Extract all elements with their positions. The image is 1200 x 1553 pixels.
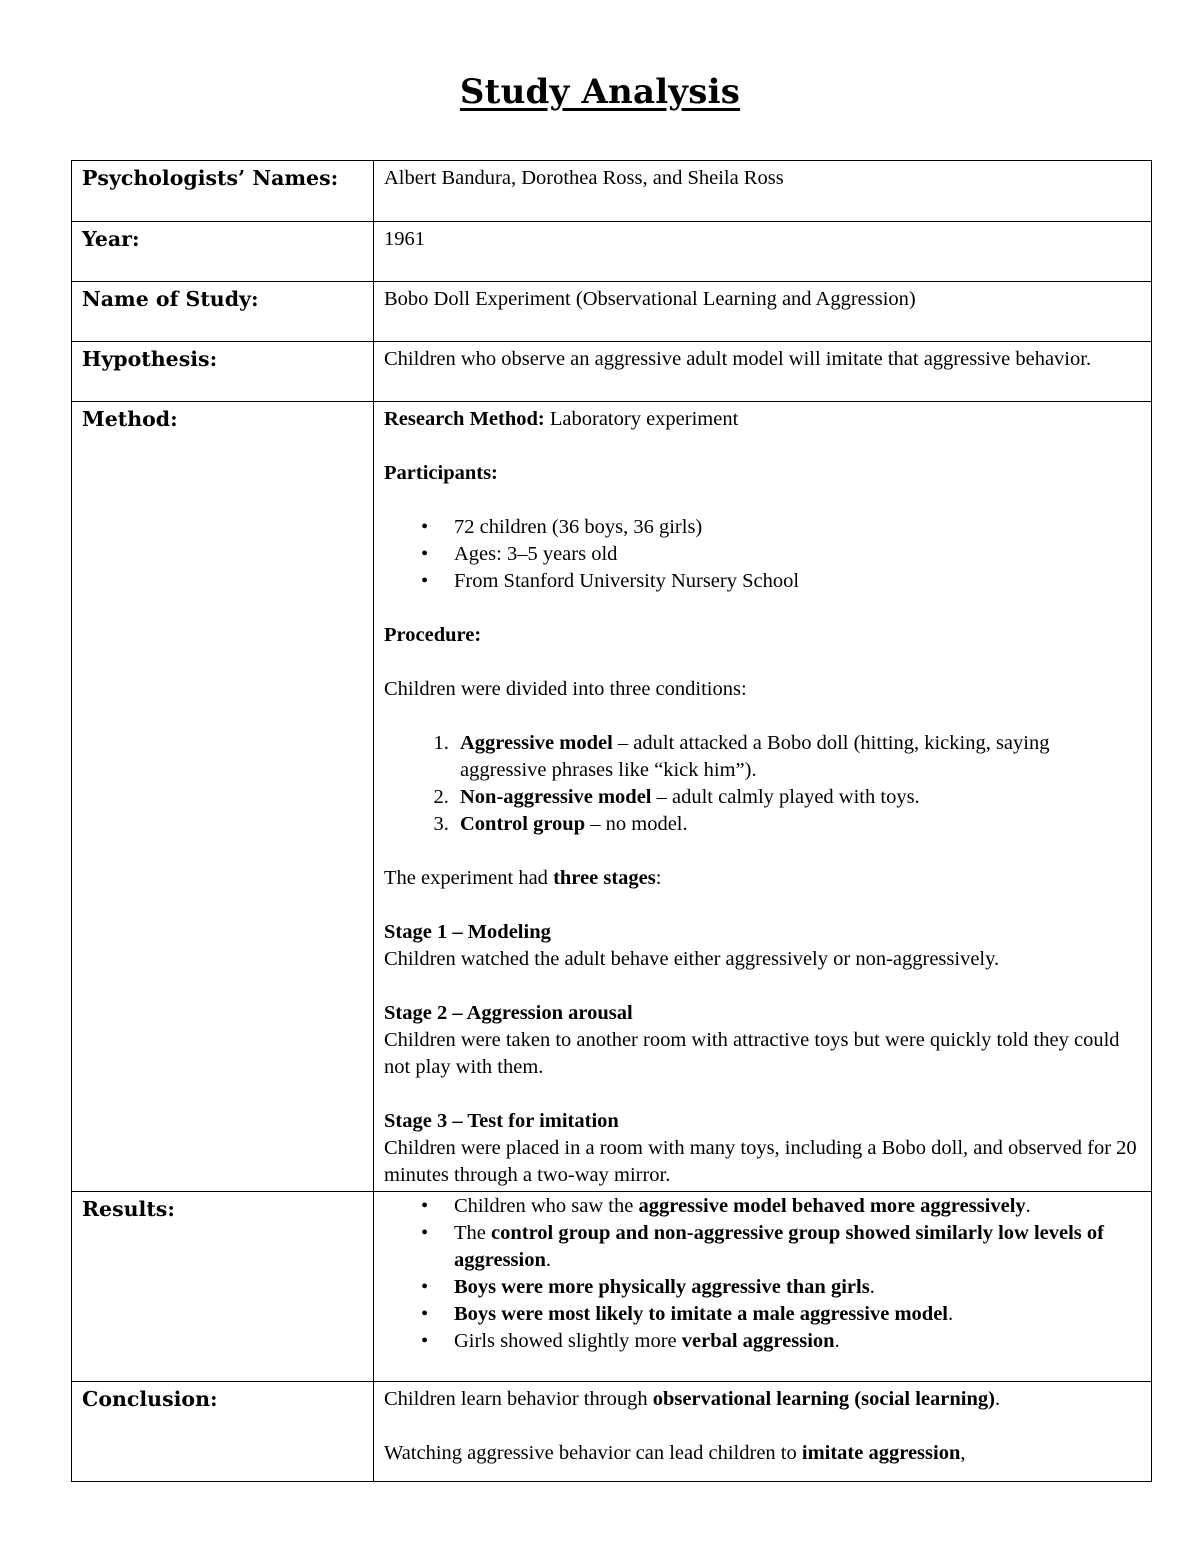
hypothesis-value: Children who observe an aggressive adult model will imitate that aggressive behavior. [374, 342, 1152, 402]
participants-heading: Participants: [384, 462, 498, 484]
results-label: Results: [72, 1192, 374, 1382]
participants-list [384, 514, 1141, 595]
conclusion-label: Conclusion: [72, 1382, 374, 1482]
year-label: Year: [72, 222, 374, 282]
stage-2-title: Stage 2 – Aggression arousal [384, 1002, 633, 1024]
list-item: 1. Aggressive model – adult attacked a Bobo doll (hitting, kicking, saying aggressive phrases like “kick him”). [454, 730, 1141, 784]
study-name-label: Name of Study: [72, 282, 374, 342]
psychologists-value: Albert Bandura, Dorothea Ross, and Sheila Ross [374, 161, 1152, 222]
conditions-list [384, 730, 1141, 838]
stage-2-text: Children were taken to another room with attractive toys but were quickly told they could not play with them. [384, 1029, 1120, 1078]
stage-3-title: Stage 3 – Test for imitation [384, 1110, 619, 1132]
list-item: 2. Non-aggressive model – adult calmly played with toys. [454, 784, 1141, 811]
row-year [72, 222, 1152, 282]
list-item: • 72 children (36 boys, 36 girls) [454, 514, 1141, 541]
conclusion-paragraph-1: Children learn behavior through observational learning (social learning). [384, 1388, 1001, 1410]
list-item: • Boys were most likely to imitate a male aggressive model. [454, 1301, 1141, 1328]
procedure-heading: Procedure: [384, 624, 482, 646]
hypothesis-label: Hypothesis: [72, 342, 374, 402]
conclusion-content [374, 1382, 1152, 1482]
research-method-line: Research Method: Laboratory experiment [384, 408, 739, 430]
list-item: • Girls showed slightly more verbal aggression. [454, 1328, 1141, 1355]
row-method [72, 402, 1152, 1192]
stage-1-title: Stage 1 – Modeling [384, 921, 551, 943]
study-name-value: Bobo Doll Experiment (Observational Learning and Aggression) [374, 282, 1152, 342]
list-item: • Boys were more physically aggressive than girls. [454, 1274, 1141, 1301]
method-content [374, 402, 1152, 1192]
stages-intro: The experiment had three stages: [384, 867, 662, 889]
list-item: • The control group and non-aggressive group showed similarly low levels of aggression. [454, 1220, 1141, 1274]
stage-1-text: Children watched the adult behave either aggressively or non-aggressively. [384, 948, 1000, 970]
document-title: Study Analysis [459, 72, 741, 112]
row-psychologists [72, 161, 1152, 222]
conclusion-paragraph-2: Watching aggressive behavior can lead children to imitate aggression, [384, 1442, 966, 1464]
row-hypothesis [72, 342, 1152, 402]
method-label: Method: [72, 402, 374, 1192]
list-item: 3. Control group – no model. [454, 811, 1141, 838]
row-results [72, 1192, 1152, 1382]
list-item: • Children who saw the aggressive model behaved more aggressively. [454, 1193, 1141, 1220]
list-item: • From Stanford University Nursery School [454, 568, 1141, 595]
year-value: 1961 [374, 222, 1152, 282]
row-conclusion [72, 1382, 1152, 1482]
procedure-intro: Children were divided into three conditions: [384, 678, 747, 700]
list-item: • Ages: 3–5 years old [454, 541, 1141, 568]
stage-3-text: Children were placed in a room with many toys, including a Bobo doll, and observed for 20 minutes through a two-way mirror. [384, 1137, 1137, 1186]
row-study-name [72, 282, 1152, 342]
results-list [384, 1193, 1141, 1355]
psychologists-label: Psychologists’ Names: [72, 161, 374, 222]
results-content [374, 1192, 1152, 1382]
study-analysis-table [71, 160, 1152, 1482]
